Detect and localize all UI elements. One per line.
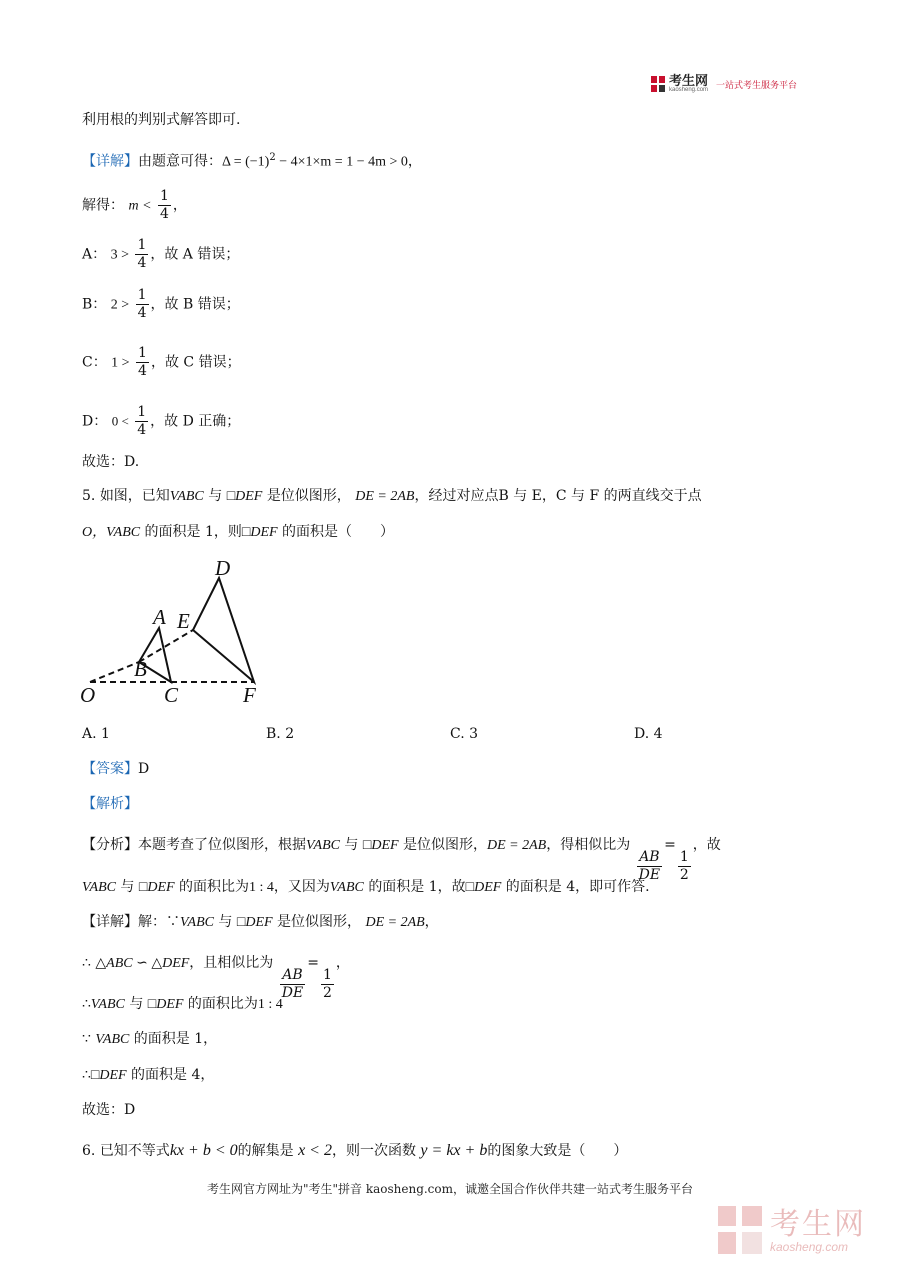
detail-sup: 2 xyxy=(269,152,276,163)
watermark-logo-icon xyxy=(718,1206,762,1258)
detail2-line-3: ∴VABC 与 □DEF 的面积比为1 : 4 xyxy=(82,996,283,1012)
label-f: F xyxy=(243,683,256,707)
fraction-ab-de: $\frac{AB}{DE}$ xyxy=(638,849,661,883)
text-line-1: 利用根的判别式解答即可. xyxy=(82,112,241,128)
label-e: E xyxy=(177,609,190,633)
detail2-line-4: ∵ VABC 的面积是 1， xyxy=(82,1031,218,1047)
q5-stem-line-1: 5. 如图，已知VABC 与 □DEF 是位似图形， DE = 2AB，经过对应点B 与 E，C 与 F 的两直线交于点 xyxy=(82,488,702,504)
option-c-line: C： 1 > $\frac{1}{4}$ ，故 C 错误； xyxy=(82,345,241,379)
brand-name: 考生网 xyxy=(669,73,709,88)
answer-line xyxy=(82,760,149,778)
brand-domain: kaosheng.com xyxy=(669,87,709,93)
q6-number: 6. xyxy=(82,1143,96,1159)
watermark-domain: kaosheng.com xyxy=(770,1240,849,1254)
fraction-one-half: $\frac{1}{2}$ xyxy=(679,849,689,883)
option-d-line: D： 0 < $\frac{1}{4}$ ，故 D 正确； xyxy=(82,404,241,438)
watermark-brand: 考生网 xyxy=(770,1208,866,1241)
option-b-line: B： 2 > $\frac{1}{4}$ ，故 B 错误； xyxy=(82,287,240,321)
eq-de-2ab: DE = 2AB xyxy=(355,489,415,504)
choose-line-1: 故选：D. xyxy=(82,454,140,470)
fraction-one-quarter: $\frac{1}{4}$ xyxy=(137,237,147,271)
detail2-line-1: 【详解】解：∵VABC 与 □DEF 是位似图形， DE = 2AB， xyxy=(82,914,439,930)
label-o: O xyxy=(80,683,96,707)
detail-eq: Δ = (−1) xyxy=(222,154,270,170)
header-slogan: 一站式考生服务平台 xyxy=(716,79,798,90)
footer-text: 考生网官方网址为"考生"拼音 kaosheng.com，诚邀全国合作伙伴共建一站式考生服务平台 xyxy=(206,1182,694,1196)
kaosheng-logo-icon xyxy=(651,76,665,92)
detail2-line-2: ∴ △ABC ∽ △DEF，且相似比为 $\frac{AB}{DE}$ = $\frac{1}{2}$ ， xyxy=(82,955,350,1001)
label-a: A xyxy=(153,605,166,629)
option-a-line: A： 3 > $\frac{1}{4}$ ，故 A 错误； xyxy=(82,237,240,271)
triangle-def: □DEF xyxy=(226,489,263,504)
choice-b: B. 2 xyxy=(266,726,295,742)
q6-stem: 6. 已知不等式kx + b < 0的解集是 x < 2，则一次函数 y = kx + b的图象大致是（ ） xyxy=(82,1142,628,1159)
q5-figure xyxy=(78,552,278,710)
choose-line-2: 故选：D xyxy=(82,1102,136,1118)
q5-stem-line-2: O，VABC 的面积是 1，则□DEF 的面积是（ ） xyxy=(82,524,395,540)
choice-c: C. 3 xyxy=(450,726,479,742)
q5-number: 5. xyxy=(82,488,96,504)
header-logo xyxy=(651,74,797,94)
triangle-abc: VABC xyxy=(169,489,204,504)
dashed-line-ob xyxy=(90,662,139,682)
fraction-one-quarter: $\frac{1}{4}$ xyxy=(137,287,147,321)
detail2-line-5: ∴□DEF 的面积是 4， xyxy=(82,1067,215,1083)
detail-tag: 【详解】 xyxy=(82,153,138,170)
choice-a: A. 1 xyxy=(82,726,110,742)
fenxi-line-1: 【分析】本题考查了位似图形，根据VABC 与 □DEF 是位似图形，DE = 2AB，得相似比为 $\frac{AB}{DE}$ = $\frac{1}{2}$ ，故 xyxy=(82,837,721,883)
label-c: C xyxy=(164,683,179,707)
fraction-one-quarter: $\frac{1}{4}$ xyxy=(138,345,147,379)
fraction-one-half: $\frac{1}{2}$ xyxy=(322,967,332,1001)
answer-value: D xyxy=(138,761,150,777)
solve-expr: m < xyxy=(128,198,152,214)
analysis-tag: 【解析】 xyxy=(82,796,138,812)
detail-intro: 由题意可得： xyxy=(138,153,222,170)
triangle-def-shape xyxy=(193,578,254,682)
solve-label: 解得： xyxy=(82,197,124,214)
fraction-one-quarter: $\frac{1}{4}$ xyxy=(159,188,169,222)
label-d: D xyxy=(215,556,231,580)
answer-tag: 【答案】 xyxy=(82,761,138,777)
fenxi-tag: 【分析】 xyxy=(82,837,138,853)
fraction-ab-de: $\frac{AB}{DE}$ xyxy=(281,967,304,1001)
label-b: B xyxy=(134,657,147,681)
fraction-one-quarter: $\frac{1}{4}$ xyxy=(137,404,147,438)
watermark xyxy=(718,1206,866,1258)
solve-line: 解得： m < $\frac{1}{4}$ ， xyxy=(82,188,187,222)
detail-line xyxy=(82,149,422,172)
choice-d: D. 4 xyxy=(634,726,663,742)
fenxi-line-2: VABC 与 □DEF 的面积比为1 : 4，又因为VABC 的面积是 1，故□DEF 的面积是 4，即可作答. xyxy=(82,879,650,895)
detail-eq2: − 4×1×m = 1 − 4m > 0， xyxy=(275,154,422,170)
